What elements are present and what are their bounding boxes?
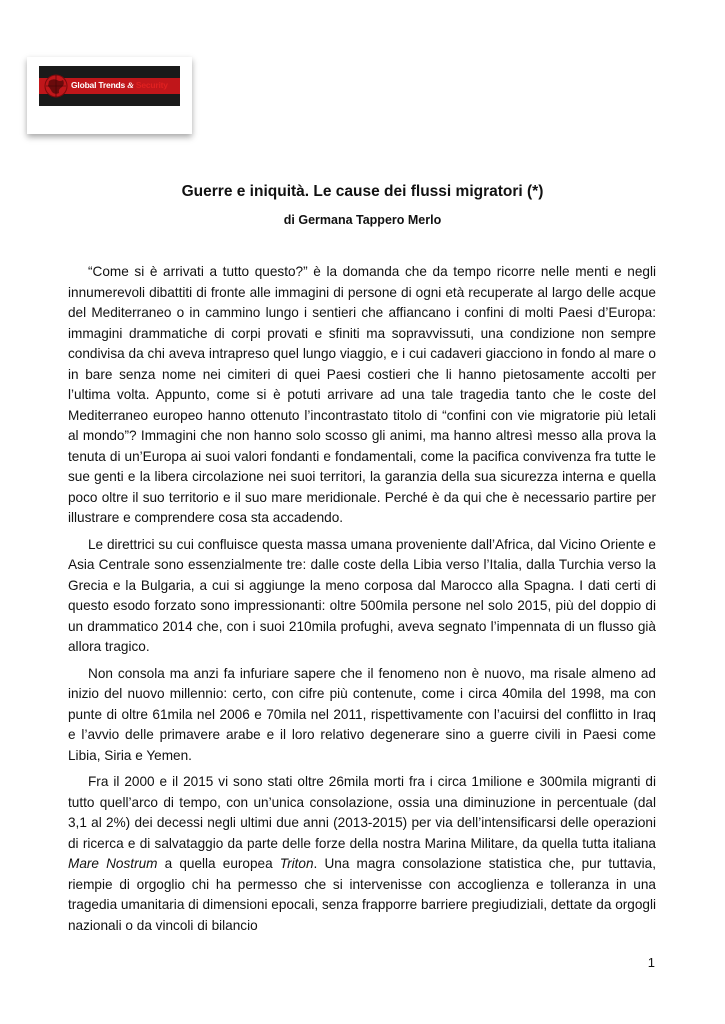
logo-brand-amp: & xyxy=(127,80,134,90)
paragraph-text: Non consola ma anzi fa infuriare sapere che il fenomeno non è nuovo, ma risale almeno ad inizio del nuovo millennio: certo, con cifre più contenute, come i circa 40mila del 1998, ma con punte di oltre 61mila nel 2006 e 70mila nel 2011, rispettivamente con l’acuirsi del conflitto in Iraq e l’avvio delle primavere arabe e il loro relativo degenerare sino a guerre civili in Paesi come Libia, Siria e Yemen. xyxy=(68,665,656,763)
document-author: di Germana Tappero Merlo xyxy=(283,213,442,227)
document-title: Guerre e iniquità. Le cause dei flussi migratori (*) xyxy=(181,183,544,200)
paragraph-text: Le direttrici su cui confluisce questa massa umana proveniente dall’Africa, dal Vicino Oriente e Asia Centrale sono essenzialmente tre: dalle coste della Libia verso l’Italia, dalla Turchia verso la Grecia e la Bulgaria, a cui si aggiunge la meno corposa dal Marocco alla Spagna. I dati certi di questo esodo forzato sono impressionanti: oltre 500mila persone nel solo 2015, più del doppio di un drammatico 2014 che, con i suoi 210mila profughi, aveva segnato l’impennata di un flusso già allora tragico. xyxy=(68,536,656,654)
paragraph-text: a quella europea xyxy=(157,856,280,871)
paragraph-text: “Come si è arrivati a tutto questo?” è la domanda che da tempo ricorre nelle menti e negli innumerevoli dibattiti di fronte alle immagini di persone di ogni età recuperate al largo delle acque del Mediterraneo o in cammino lungo i sentieri che affiancano i confini di molti Paesi d’Europa: immagini drammatiche di corpi provati e sfiniti ma sopravvissuti, una condizione non sempre condivisa da chi aveva intrapreso quel lungo viaggio, e i cui cadaveri giacciono in fondo al mare o in bare senza nome nei cimiteri di quei Paesi costieri che li hanno pietosamente accolti per l’ultima volta. Appunto, come si è potuti arrivare ad una tale tragedia tanto che le coste del Mediterraneo europeo hanno ottenuto l’incontrastato titolo di “confini con vie migratorie più letali al mondo”? Immagini che non hanno solo scosso gli animi, ma hanno altresì messo alla prova la tenuta di un’Europa ai suoi valori fondanti e fondamentali, come la pacifica convivenza fra tutte le sue genti e la libera circolazione nei suoi territori, la garanzia della sua sicurezza interna e quella poco oltre il suo territorio e il suo mare meridionale. Perché è da qui che è necessario partire per illustrare e comprendere cosa sta accadendo. xyxy=(68,264,656,525)
body-paragraph xyxy=(68,772,656,936)
logo xyxy=(39,66,180,106)
paragraph-text: Fra il 2000 e il 2015 vi sono stati oltre 26mila morti fra i circa 1milione e 300mila migranti di tutto quell’arco di tempo, con un’unica consolazione, ossia una diminuzione in percentuale (dal 3,1 al 2%) dei decessi negli ultimi due anni (2013-2015) per via dell’intensificarsi delle operazioni di ricerca e di salvataggio da parte delle forze della nostra Marina Militare, da quella tutta italiana xyxy=(68,774,656,851)
body-paragraph xyxy=(68,535,656,658)
italic-text: Triton xyxy=(279,856,314,871)
body-paragraph xyxy=(68,262,656,529)
body-paragraph xyxy=(68,664,656,767)
page-number: 1 xyxy=(647,955,655,970)
globe-logo-icon xyxy=(43,72,69,100)
paragraph-text: . Una magra consolazione statistica che, pur tuttavia, riempie di orgoglio chi ha permesso che si intervenisse con accoglienza e tolleranza in una tragedia umanitaria di dimensioni epocali, senza frapporre barriere pregiudiziali, dettate da orgogli nazionali o da vincoli di bilancio xyxy=(68,856,656,933)
logo-brand-security: Security xyxy=(135,80,168,90)
logo-brand-main: Global Trends xyxy=(71,80,126,90)
italic-text: Mare Nostrum xyxy=(68,856,158,871)
logo-text xyxy=(71,80,168,90)
document-body xyxy=(68,262,656,936)
logo-frame xyxy=(27,57,192,134)
